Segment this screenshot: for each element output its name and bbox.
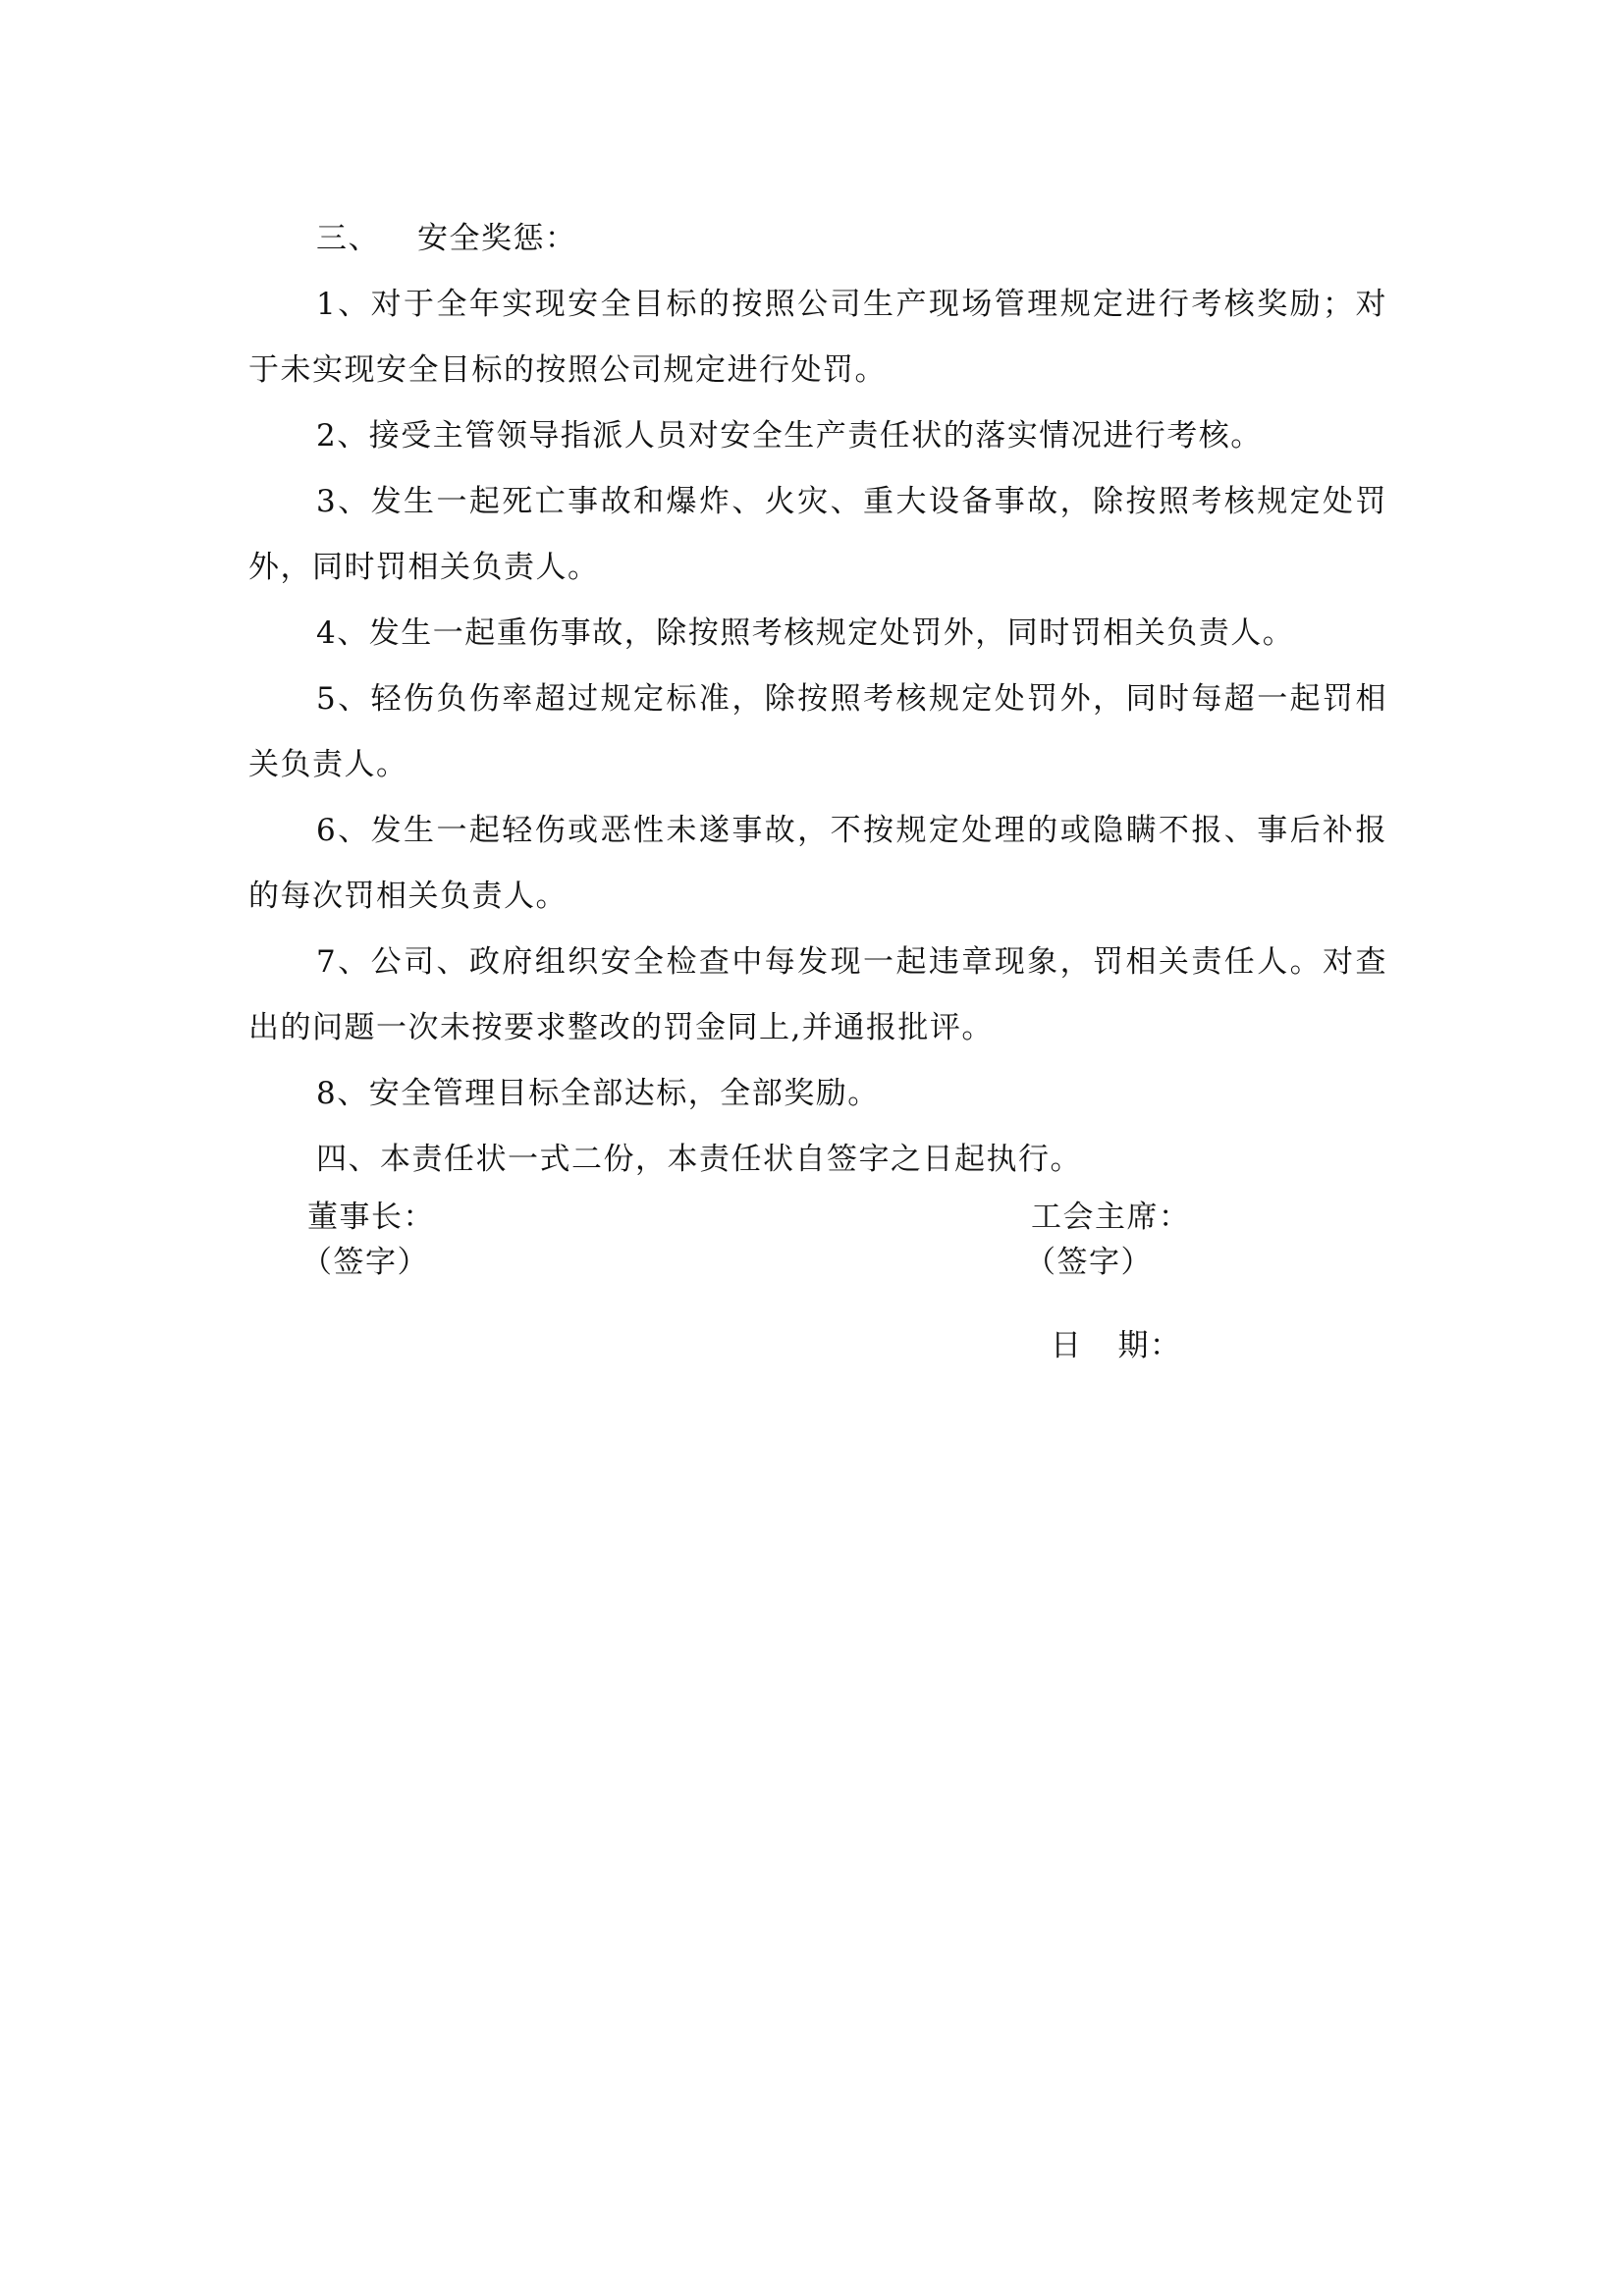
paragraph-1: 1、对于全年实现安全目标的按照公司生产现场管理规定进行考核奖励；对于未实现安全目标的按照公司规定进行处罚。 — [248, 287, 1387, 388]
document-body — [248, 206, 1387, 1193]
section-number: 三、 — [316, 221, 380, 256]
signature-union-chair-title: 工会主席： — [1031, 1200, 1191, 1235]
paragraph-6: 6、发生一起轻伤或恶性未遂事故，不按规定处理的或隐瞒不报、事后补报的每次罚相关负责人。 — [248, 813, 1387, 914]
section-title: 安全奖惩： — [417, 221, 577, 256]
paragraph-7: 7、公司、政府组织安全检查中每发现一起违章现象，罚相关责任人。对查出的问题一次未按要求整改的罚金同上,并通报批评。 — [248, 944, 1387, 1045]
paragraph-8: 8、安全管理目标全部达标，全部奖励。 — [316, 1076, 880, 1111]
date-label-char2: 期： — [1117, 1328, 1182, 1363]
paragraph-4: 4、发生一起重伤事故，除按照考核规定处罚外，同时罚相关负责人。 — [316, 615, 1295, 651]
signature-chairman-title: 董事长： — [307, 1200, 435, 1235]
date-label-char1: 日 — [1051, 1328, 1083, 1363]
signature-union-chair — [1025, 1195, 1191, 1285]
date-line — [1051, 1323, 1182, 1368]
signature-chairman-note: （签字） — [301, 1245, 429, 1280]
signature-chairman — [301, 1195, 435, 1285]
paragraph-2: 2、接受主管领导指派人员对安全生产责任状的落实情况进行考核。 — [316, 418, 1263, 454]
paragraph-5: 5、轻伤负伤率超过规定标准，除按照考核规定处罚外，同时每超一起罚相关负责人。 — [248, 681, 1387, 782]
paragraph-execution: 四、本责任状一式二份，本责任状自签字之日起执行。 — [316, 1142, 1082, 1177]
signature-union-chair-note: （签字） — [1025, 1245, 1153, 1280]
section-heading — [248, 206, 1387, 272]
paragraph-3: 3、发生一起死亡事故和爆炸、火灾、重大设备事故，除按照考核规定处罚外，同时罚相关负责人。 — [248, 484, 1387, 585]
